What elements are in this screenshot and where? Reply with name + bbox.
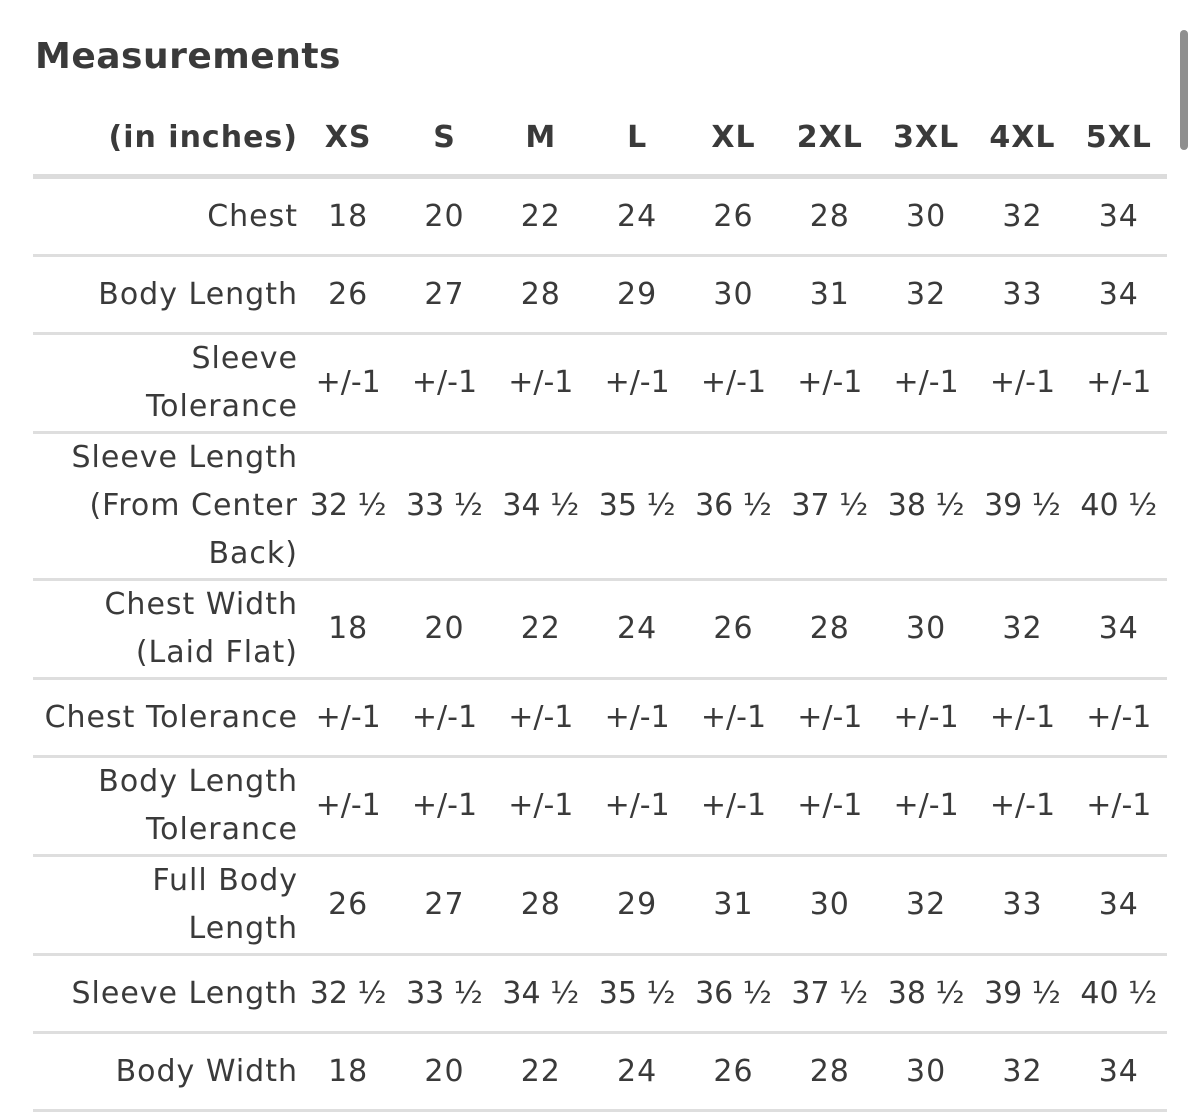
table-cell: 40 ½ xyxy=(1071,955,1167,1033)
table-cell: +/-1 xyxy=(300,334,396,433)
table-cell: 33 xyxy=(974,256,1070,334)
units-label: (in inches) xyxy=(33,100,300,177)
table-cell: +/-1 xyxy=(589,757,685,856)
size-header-s: S xyxy=(396,100,492,177)
table-cell: 32 xyxy=(878,256,974,334)
table-cell: 39 ½ xyxy=(974,433,1070,580)
table-cell: +/-1 xyxy=(1071,757,1167,856)
table-cell: +/-1 xyxy=(878,757,974,856)
table-cell: 24 xyxy=(589,580,685,679)
table-cell: +/-1 xyxy=(974,334,1070,433)
table-cell: +/-1 xyxy=(782,334,878,433)
table-row xyxy=(33,856,1167,955)
row-label: Full Body Length xyxy=(33,856,300,955)
table-cell: 20 xyxy=(396,1033,492,1111)
size-header-l: L xyxy=(589,100,685,177)
table-cell: 29 xyxy=(589,856,685,955)
row-label: Chest xyxy=(33,177,300,256)
row-label: Sleeve Length xyxy=(33,955,300,1033)
table-cell: 34 xyxy=(1071,1033,1167,1111)
table-cell: +/-1 xyxy=(878,679,974,757)
row-label: Body Width xyxy=(33,1033,300,1111)
table-cell: 28 xyxy=(782,177,878,256)
table-cell: 30 xyxy=(878,177,974,256)
table-cell: 20 xyxy=(396,580,492,679)
page-title: Measurements xyxy=(35,36,341,77)
table-cell: 26 xyxy=(300,856,396,955)
table-row xyxy=(33,334,1167,433)
table-cell: 34 xyxy=(1071,177,1167,256)
table-cell: 34 ½ xyxy=(493,955,589,1033)
table-cell: 18 xyxy=(300,177,396,256)
table-row xyxy=(33,1033,1167,1111)
table-cell: 32 ½ xyxy=(300,433,396,580)
table-cell: 26 xyxy=(685,177,781,256)
table-cell: 26 xyxy=(685,580,781,679)
table-cell: +/-1 xyxy=(493,679,589,757)
table-cell: +/-1 xyxy=(685,334,781,433)
table-cell: 22 xyxy=(493,177,589,256)
table-cell: +/-1 xyxy=(782,757,878,856)
table-cell: +/-1 xyxy=(493,334,589,433)
row-label: Body Length xyxy=(33,256,300,334)
table-cell: +/-1 xyxy=(396,757,492,856)
table-cell: 22 xyxy=(493,1033,589,1111)
row-label: Sleeve Tolerance xyxy=(33,334,300,433)
table-cell: 22 xyxy=(493,580,589,679)
table-cell: 35 ½ xyxy=(589,955,685,1033)
table-row xyxy=(33,757,1167,856)
table-cell: +/-1 xyxy=(300,679,396,757)
table-row xyxy=(33,679,1167,757)
table-cell: 26 xyxy=(685,1033,781,1111)
size-header-xl: XL xyxy=(685,100,781,177)
table-cell: 27 xyxy=(396,256,492,334)
table-cell: +/-1 xyxy=(396,334,492,433)
table-cell: +/-1 xyxy=(589,679,685,757)
measurements-table xyxy=(33,100,1167,1112)
row-label: Sleeve Length (From Center Back) xyxy=(33,433,300,580)
table-cell: 31 xyxy=(685,856,781,955)
table-cell: 30 xyxy=(685,256,781,334)
table-cell: 32 xyxy=(974,177,1070,256)
table-cell: 40 ½ xyxy=(1071,433,1167,580)
table-cell: 32 xyxy=(974,580,1070,679)
table-cell: 28 xyxy=(782,1033,878,1111)
table-cell: 38 ½ xyxy=(878,955,974,1033)
table-cell: 34 xyxy=(1071,256,1167,334)
table-cell: 30 xyxy=(878,580,974,679)
table-cell: 26 xyxy=(300,256,396,334)
table-cell: 37 ½ xyxy=(782,433,878,580)
size-header-4xl: 4XL xyxy=(974,100,1070,177)
row-label: Chest Tolerance xyxy=(33,679,300,757)
table-row xyxy=(33,433,1167,580)
table-cell: +/-1 xyxy=(396,679,492,757)
table-cell: 30 xyxy=(878,1033,974,1111)
table-cell: +/-1 xyxy=(493,757,589,856)
size-header-5xl: 5XL xyxy=(1071,100,1167,177)
table-cell: +/-1 xyxy=(974,679,1070,757)
table-cell: 34 xyxy=(1071,856,1167,955)
table-cell: +/-1 xyxy=(589,334,685,433)
table-cell: 39 ½ xyxy=(974,955,1070,1033)
table-cell: +/-1 xyxy=(974,757,1070,856)
table-cell: +/-1 xyxy=(1071,334,1167,433)
table-cell: 37 ½ xyxy=(782,955,878,1033)
table-cell: +/-1 xyxy=(782,679,878,757)
table-cell: +/-1 xyxy=(685,679,781,757)
table-cell: 36 ½ xyxy=(685,955,781,1033)
table-cell: 30 xyxy=(782,856,878,955)
table-cell: 28 xyxy=(493,256,589,334)
table-cell: 33 ½ xyxy=(396,955,492,1033)
table-row xyxy=(33,256,1167,334)
table-row xyxy=(33,955,1167,1033)
size-header-3xl: 3XL xyxy=(878,100,974,177)
table-cell: 36 ½ xyxy=(685,433,781,580)
table-cell: +/-1 xyxy=(685,757,781,856)
table-cell: 24 xyxy=(589,1033,685,1111)
table-cell: +/-1 xyxy=(878,334,974,433)
table-cell: +/-1 xyxy=(1071,679,1167,757)
table-cell: 34 ½ xyxy=(493,433,589,580)
table-row xyxy=(33,177,1167,256)
table-cell: 33 ½ xyxy=(396,433,492,580)
table-cell: 18 xyxy=(300,580,396,679)
table-row xyxy=(33,580,1167,679)
row-label: Chest Width (Laid Flat) xyxy=(33,580,300,679)
table-cell: 20 xyxy=(396,177,492,256)
table-cell: 32 xyxy=(974,1033,1070,1111)
size-header-m: M xyxy=(493,100,589,177)
table-cell: 29 xyxy=(589,256,685,334)
table-cell: 38 ½ xyxy=(878,433,974,580)
table-cell: 34 xyxy=(1071,580,1167,679)
table-cell: 35 ½ xyxy=(589,433,685,580)
row-label: Body Length Tolerance xyxy=(33,757,300,856)
table-cell: 33 xyxy=(974,856,1070,955)
size-header-xs: XS xyxy=(300,100,396,177)
table-cell: 28 xyxy=(493,856,589,955)
table-cell: 31 xyxy=(782,256,878,334)
table-cell: 18 xyxy=(300,1033,396,1111)
table-cell: 28 xyxy=(782,580,878,679)
table-cell: 27 xyxy=(396,856,492,955)
header-row xyxy=(33,100,1167,177)
table-cell: 32 ½ xyxy=(300,955,396,1033)
table-cell: +/-1 xyxy=(300,757,396,856)
table-cell: 24 xyxy=(589,177,685,256)
table-cell: 32 xyxy=(878,856,974,955)
scrollbar-thumb[interactable] xyxy=(1180,30,1188,150)
size-header-2xl: 2XL xyxy=(782,100,878,177)
